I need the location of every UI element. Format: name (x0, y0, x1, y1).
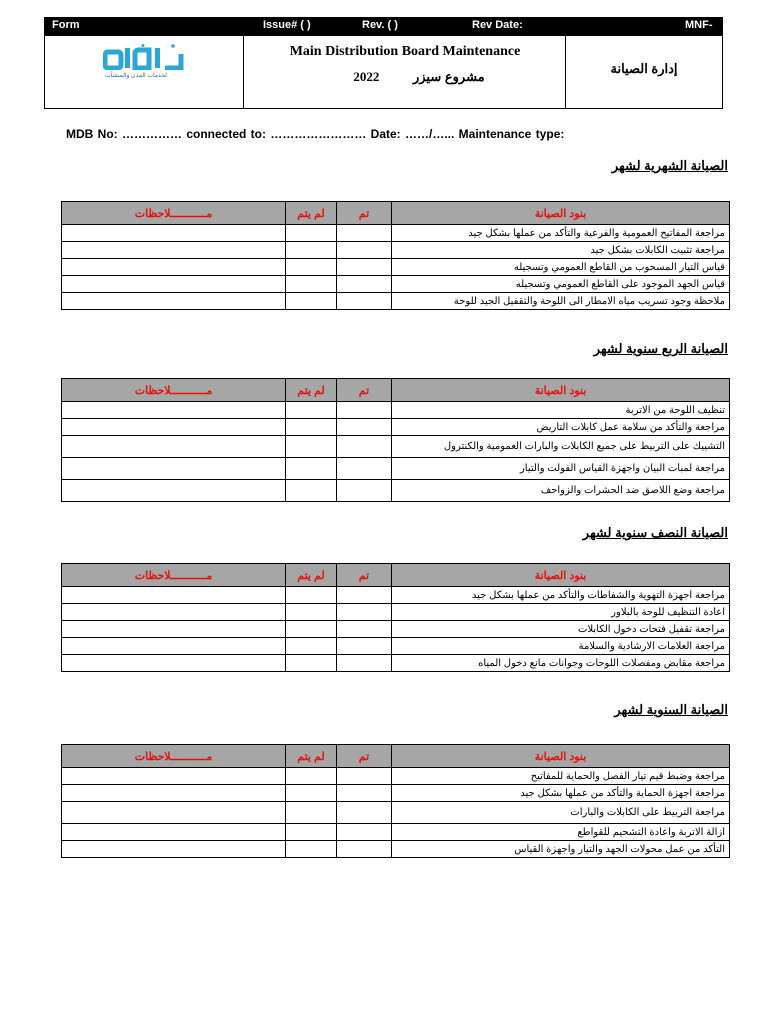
maintenance-item: مراجعة تقفيل فتحات دخول الكابلات (392, 621, 730, 638)
notes-cell[interactable] (62, 276, 286, 293)
maintenance-item: مراجعة المفاتيح العمومية والفرعية والتأكد من عملها بشكل جيد (392, 225, 730, 242)
section-title-monthly: الصيانة الشهرية لشهر (611, 158, 728, 173)
issue-label: Issue# ( ) (263, 19, 311, 31)
rev-date-label: Rev Date: (472, 19, 523, 31)
not-done-cell[interactable] (286, 458, 337, 480)
section-title-quarterly: الصيانة الربع سنوية لشهر (593, 341, 728, 356)
maintenance-item: مراجعة تثبيت الكابلات بشكل جيد (392, 242, 730, 259)
maintenance-item: مراجعة اجهزة الحماية والتأكد من عملها بشكل جيد (392, 785, 730, 802)
done-cell[interactable] (337, 458, 392, 480)
done-cell[interactable] (337, 841, 392, 858)
column-header-notes: مـــــــــــلاحظات (62, 745, 286, 768)
not-done-cell[interactable] (286, 293, 337, 310)
maintenance-item: مراجعة وضع اللاصق ضد الحشرات والزواحف (392, 480, 730, 502)
column-header-done: تم (337, 564, 392, 587)
notes-cell[interactable] (62, 655, 286, 672)
notes-cell[interactable] (62, 242, 286, 259)
done-cell[interactable] (337, 259, 392, 276)
column-header-done: تم (337, 745, 392, 768)
table-row (62, 419, 730, 436)
notes-cell[interactable] (62, 458, 286, 480)
not-done-cell[interactable] (286, 436, 337, 458)
maintenance-item: التشييك على التربيط على جميع الكابلات والبارات العمومية والكنترول (392, 436, 730, 458)
done-cell[interactable] (337, 402, 392, 419)
not-done-cell[interactable] (286, 276, 337, 293)
table-row (62, 768, 730, 785)
notes-cell[interactable] (62, 480, 286, 502)
maintenance-item: مراجعة اجهزة التهوية والشفاطات والتأكد من عملها بشكل جيد (392, 587, 730, 604)
notes-cell[interactable] (62, 402, 286, 419)
notes-cell[interactable] (62, 225, 286, 242)
not-done-cell[interactable] (286, 655, 337, 672)
done-cell[interactable] (337, 785, 392, 802)
project-name: مشروع سيزر (412, 69, 485, 84)
not-done-cell[interactable] (286, 587, 337, 604)
notes-cell[interactable] (62, 436, 286, 458)
maintenance-item: ازالة الاتربة واعادة التشحيم للقواطع (392, 824, 730, 841)
table-row (62, 276, 730, 293)
not-done-cell[interactable] (286, 402, 337, 419)
quarterly-maintenance-table (61, 378, 730, 502)
table-row (62, 242, 730, 259)
table-row (62, 480, 730, 502)
form-code: MNF- (685, 19, 713, 31)
done-cell[interactable] (337, 638, 392, 655)
edara-logo-icon (101, 42, 187, 86)
table-row (62, 402, 730, 419)
column-header-done: تم (337, 379, 392, 402)
rev-label: Rev. ( ) (362, 19, 398, 31)
done-cell[interactable] (337, 802, 392, 824)
maintenance-item: قياس الجهد الموجود على القاطع العمومي وتسجيله (392, 276, 730, 293)
notes-cell[interactable] (62, 785, 286, 802)
done-cell[interactable] (337, 419, 392, 436)
notes-cell[interactable] (62, 802, 286, 824)
mdb-info-line: MDB No: …………… connected to: …………………… Date: ……/…... Maintenance type: (66, 127, 565, 141)
form-header-bar (44, 17, 723, 35)
department-name: إدارة الصيانة (610, 61, 678, 76)
not-done-cell[interactable] (286, 604, 337, 621)
maintenance-item: مراجعة لمبات البيان واجهزة القياس الفولت والتيار (392, 458, 730, 480)
not-done-cell[interactable] (286, 841, 337, 858)
project-line (245, 69, 565, 85)
notes-cell[interactable] (62, 621, 286, 638)
table-row (62, 587, 730, 604)
table-row (62, 785, 730, 802)
column-header-done: تم (337, 202, 392, 225)
notes-cell[interactable] (62, 768, 286, 785)
notes-cell[interactable] (62, 604, 286, 621)
table-row (62, 824, 730, 841)
done-cell[interactable] (337, 768, 392, 785)
notes-cell[interactable] (62, 419, 286, 436)
done-cell[interactable] (337, 480, 392, 502)
table-row (62, 621, 730, 638)
table-row (62, 458, 730, 480)
table-row (62, 655, 730, 672)
column-header-notes: مـــــــــــلاحظات (62, 564, 286, 587)
column-header-item: بنود الصيانة (392, 564, 730, 587)
notes-cell[interactable] (62, 587, 286, 604)
annual-maintenance-table (61, 744, 730, 858)
maintenance-item: مراجعة والتأكد من سلامة عمل كابلات التاريض (392, 419, 730, 436)
semiannual-maintenance-table (61, 563, 730, 672)
section-title-semiannual: الصيانة النصف سنوية لشهر (582, 525, 728, 540)
table-row (62, 841, 730, 858)
done-cell[interactable] (337, 824, 392, 841)
notes-cell[interactable] (62, 841, 286, 858)
maintenance-item: ملاحظة وجود تسريب مياه الامطار الى اللوحة والتقفيل الجيد للوحة (392, 293, 730, 310)
not-done-cell[interactable] (286, 785, 337, 802)
done-cell[interactable] (337, 604, 392, 621)
maintenance-item: اعادة التنظيف للوحة بالبلاور (392, 604, 730, 621)
notes-cell[interactable] (62, 293, 286, 310)
column-header-not-done: لم يتم (286, 202, 337, 225)
maintenance-item: مراجعة التربيط على الكابلات والبارات (392, 802, 730, 824)
table-row (62, 293, 730, 310)
not-done-cell[interactable] (286, 419, 337, 436)
done-cell[interactable] (337, 436, 392, 458)
notes-cell[interactable] (62, 824, 286, 841)
not-done-cell[interactable] (286, 802, 337, 824)
notes-cell[interactable] (62, 259, 286, 276)
section-title-annual: الصيانة السنوية لشهر (614, 702, 728, 717)
maintenance-item: مراجعة العلامات الارشادية والسلامة (392, 638, 730, 655)
monthly-maintenance-table (61, 201, 730, 310)
table-row (62, 225, 730, 242)
not-done-cell[interactable] (286, 242, 337, 259)
column-header-item: بنود الصيانة (392, 202, 730, 225)
column-header-not-done: لم يتم (286, 745, 337, 768)
document-header (44, 35, 723, 109)
done-cell[interactable] (337, 587, 392, 604)
column-header-notes: مـــــــــــلاحظات (62, 379, 286, 402)
not-done-cell[interactable] (286, 638, 337, 655)
form-label: Form (52, 19, 80, 31)
table-row (62, 802, 730, 824)
done-cell[interactable] (337, 242, 392, 259)
table-row (62, 638, 730, 655)
maintenance-item: التأكد من عمل محولات الجهد والتيار واجهزة القياس (392, 841, 730, 858)
done-cell[interactable] (337, 655, 392, 672)
notes-cell[interactable] (62, 638, 286, 655)
not-done-cell[interactable] (286, 824, 337, 841)
done-cell[interactable] (337, 276, 392, 293)
column-header-notes: مـــــــــــلاحظات (62, 202, 286, 225)
done-cell[interactable] (337, 225, 392, 242)
table-row (62, 436, 730, 458)
not-done-cell[interactable] (286, 480, 337, 502)
not-done-cell[interactable] (286, 621, 337, 638)
column-header-not-done: لم يتم (286, 379, 337, 402)
maintenance-item: مراجعة مقابض ومفصلات اللوحات وجوانات مانع دخول المياه (392, 655, 730, 672)
maintenance-item: قياس التيار المسحوب من القاطع العمومي وتسجيله (392, 259, 730, 276)
project-year: 2022 (353, 69, 380, 84)
table-row (62, 604, 730, 621)
maintenance-item: تنظيف اللوحة من الاتربة (392, 402, 730, 419)
column-header-item: بنود الصيانة (392, 379, 730, 402)
not-done-cell[interactable] (286, 225, 337, 242)
done-cell[interactable] (337, 621, 392, 638)
column-header-not-done: لم يتم (286, 564, 337, 587)
logo-subtitle: لخدمات المدن والمنشآت (105, 73, 167, 79)
maintenance-item: مراجعة وضبط قيم تيار الفصل والحماية للمفاتيح (392, 768, 730, 785)
table-row (62, 259, 730, 276)
document-title: Main Distribution Board Maintenance (289, 44, 521, 59)
done-cell[interactable] (337, 293, 392, 310)
column-header-item: بنود الصيانة (392, 745, 730, 768)
not-done-cell[interactable] (286, 768, 337, 785)
not-done-cell[interactable] (286, 259, 337, 276)
